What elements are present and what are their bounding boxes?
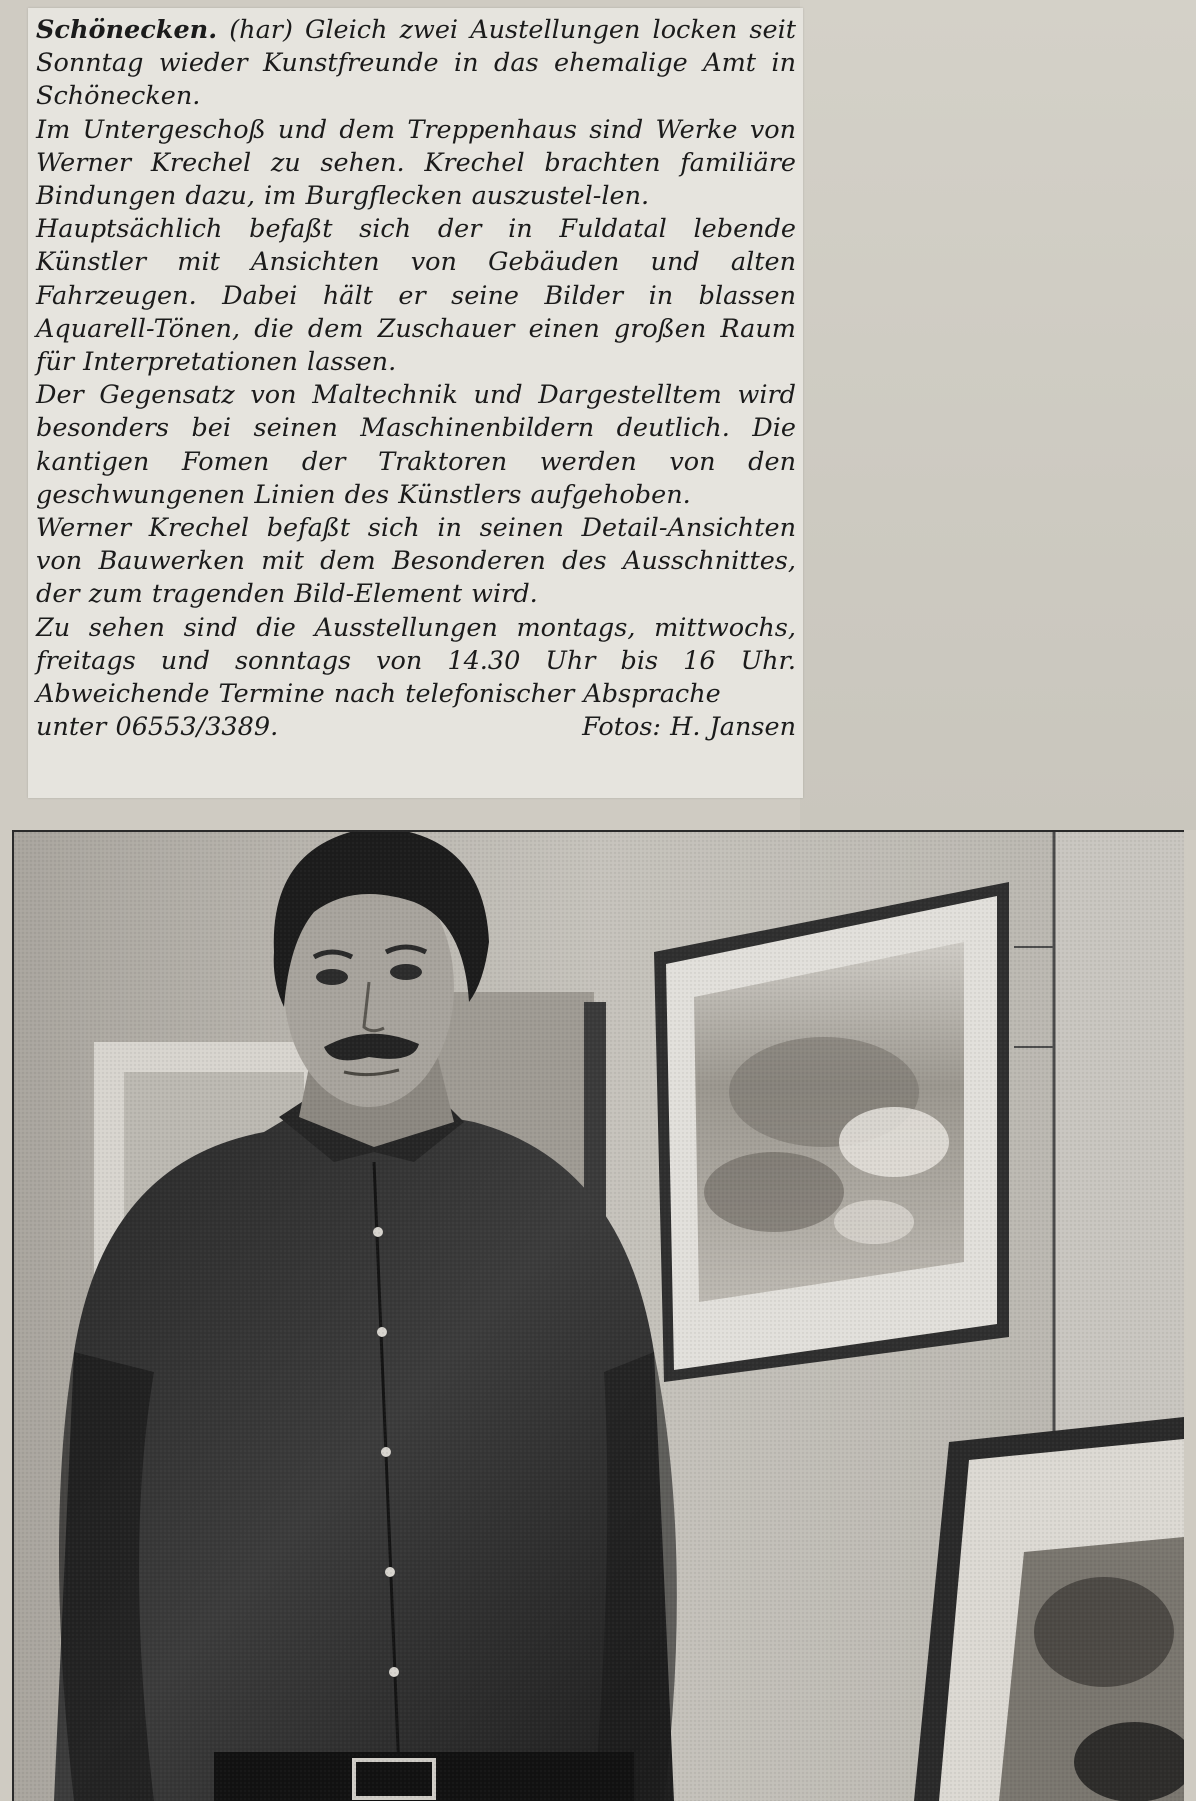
phone-line: unter 06553/3389. (36, 712, 279, 743)
paragraph-4: Werner Krechel befaßt sich in seinen Detail-Ansichten von Bauwerken mit dem Besonderen des Ausschnittes, der zum tragenden Bild-Element wird. (36, 513, 796, 610)
artist-photo (12, 830, 1184, 1801)
dateline: Schönecken. (36, 15, 218, 45)
article-intro (36, 14, 796, 114)
closing-line (36, 711, 796, 744)
paragraph-3: Der Gegensatz von Maltechnik und Dargestelltem wird besonders bei seinen Maschinenbildern deutlich. Die kantigen Fomen der Traktoren werden von den geschwungenen Linien des Künstlers aufgehoben. (36, 380, 796, 510)
paper-background (800, 0, 1196, 830)
photo-credit: Fotos: H. Jansen (582, 712, 796, 743)
article-text (36, 14, 796, 744)
paragraph-2: Hauptsächlich befaßt sich der in Fuldatal lebende Künstler mit Ansichten von Gebäuden und alten Fahrzeugen. Dabei hält er seine Bilder in blassen Aquarell-Tönen, die dem Zuschauer einen großen Raum für Interpretationen lassen. (36, 214, 796, 378)
paragraph-5: Zu sehen sind die Ausstellungen montags, mittwochs, freitags und sonntags von 14.30 Uhr bis 16 Uhr. Abweichende Termine nach telefonischer Absprache (36, 612, 796, 710)
photo-illustration (14, 832, 1184, 1801)
paragraph-1: Im Untergeschoß und dem Treppenhaus sind Werke von Werner Krechel zu sehen. Krechel brachten familiäre Bindungen dazu, im Burgflecken auszustel-len. (36, 114, 796, 212)
intro-text: (har) Gleich zwei Austellungen locken seit Sonntag wieder Kunstfreunde in das ehemalige Amt in Schönecken. (36, 15, 796, 112)
